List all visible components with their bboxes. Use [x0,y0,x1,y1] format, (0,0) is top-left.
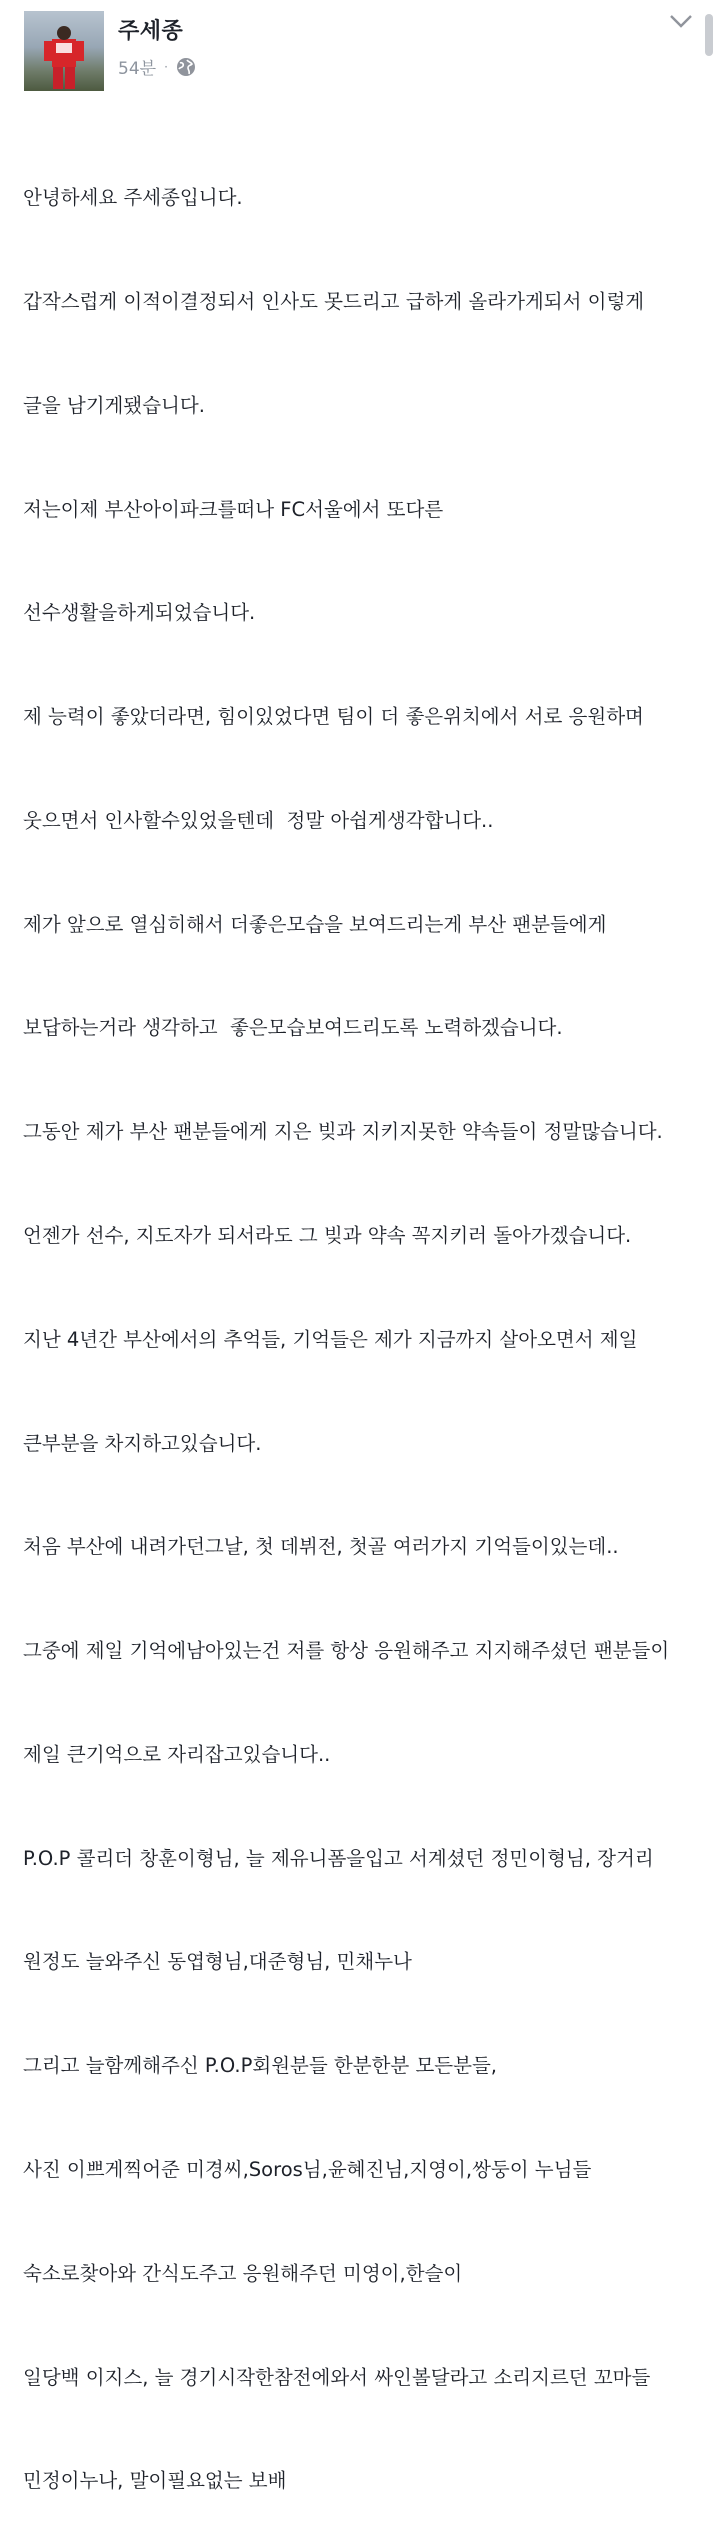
author-name[interactable]: 주세종 [118,19,184,44]
post-line: 원정도 늘와주신 동엽형님,대준형님, 민채누나 [23,1950,412,1974]
post-line: 일당백 이지스, 늘 경기시작한참전에와서 싸인볼달라고 소리지르던 꼬마들 [23,2365,651,2389]
post-header [0,0,720,100]
post-line: 숙소로찾아와 간식도주고 응원해주던 미영이,한슬이 [23,2261,463,2285]
chevron-down-icon[interactable] [668,12,694,30]
post-meta [118,54,196,79]
post-line: 보답하는거라 생각하고 좋은모습보여드리도록 노력하겠습니다. [23,1016,563,1040]
post-line: 사진 이쁘게찍어준 미경씨,Soros님,윤혜진님,지영이,쌍둥이 누님들 [23,2158,592,2182]
post-line: 지난 4년간 부산에서의 추억들, 기억들은 제가 지금까지 살아오면서 제일 [23,1327,638,1351]
avatar-photo [42,25,86,91]
post-line: 그중에 제일 기억에남아있는건 저를 항상 응원해주고 지지해주셨던 팬분들이 [23,1639,670,1663]
meta-separator: · [164,59,168,74]
post-timestamp[interactable]: 54분 [118,59,157,79]
post-line: 제가 앞으로 열심히해서 더좋은모습을 보여드리는게 부산 팬분들에게 [23,912,607,936]
post-line: 웃으면서 인사할수있었을텐데 정말 아쉽게생각합니다.. [23,808,494,832]
post-line: 처음 부산에 내려가던그날, 첫 데뷔전, 첫골 여러가지 기억들이있는데.. [23,1535,619,1559]
post-line: 민정이누나, 말이필요없는 보배 [23,2469,287,2493]
post-line: 글을 남기게됐습니다. [23,393,205,417]
post-line: 제 능력이 좋았더라면, 힘이있었다면 팀이 더 좋은위치에서 서로 응원하며 [23,705,644,729]
avatar[interactable] [24,11,104,91]
post-line: P.O.P 콜리더 창훈이형님, 늘 제유니폼을입고 서계셨던 정민이형님, 장거리 [23,1846,654,1870]
post-line: 저는이제 부산아이파크를떠나 FC서울에서 또다른 [23,497,444,521]
post-body [23,112,698,2534]
post-line: 안녕하세요 주세종입니다. [23,186,243,210]
post-line: 선수생활을하게되었습니다. [23,601,256,625]
scrollbar-thumb[interactable] [705,14,713,56]
post-line: 큰부분을 차지하고있습니다. [23,1431,262,1455]
globe-icon[interactable] [176,57,196,77]
post-line: 그리고 늘함께해주신 P.O.P회원분들 한분한분 모든분들, [23,2054,498,2078]
post-line: 그동안 제가 부산 팬분들에게 지은 빚과 지키지못한 약속들이 정말많습니다. [23,1120,663,1144]
post-line: 갑작스럽게 이적이결정되서 인사도 못드리고 급하게 올라가게되서 이렇게 [23,289,645,313]
post-line: 제일 큰기억으로 자리잡고있습니다.. [23,1742,331,1766]
post-line: 언젠가 선수, 지도자가 되서라도 그 빚과 약속 꼭지키러 돌아가겠습니다. [23,1224,632,1247]
